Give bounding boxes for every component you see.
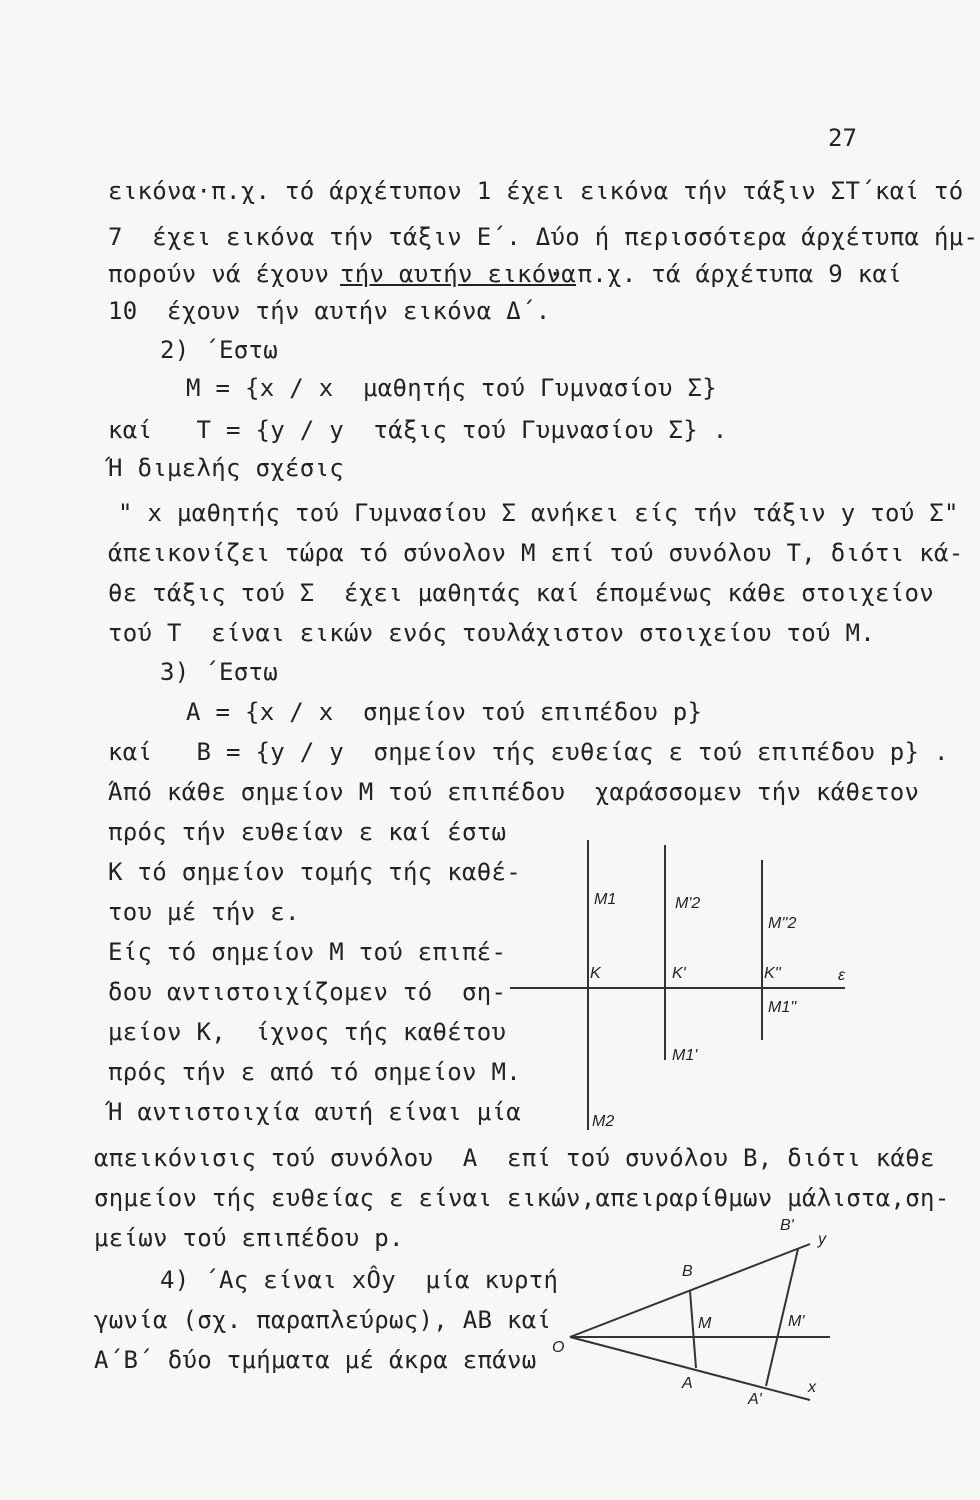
text-line: απεικόνισις τού συνόλου Α επί τού συνόλου Β, διότι κάθε bbox=[94, 1144, 935, 1172]
label-A-prime: A' bbox=[748, 1391, 762, 1408]
label-y: y bbox=[818, 1231, 826, 1248]
text-line: Άπό κάθε σημείον Μ τού επιπέδου χαράσσομεν τήν κάθετον bbox=[108, 778, 920, 806]
ray-Oy bbox=[570, 1244, 810, 1337]
set-definition: καί T = {y / y τάξις τού Γυμνασίου Σ} . bbox=[108, 416, 728, 444]
label-M1-double-prime: M1'' bbox=[768, 999, 797, 1016]
label-M2: M2 bbox=[592, 1113, 615, 1130]
label-M: M bbox=[698, 1315, 712, 1332]
text-line: Είς τό σημείον Μ τού επιπέ- bbox=[108, 938, 507, 966]
label-x: x bbox=[808, 1379, 816, 1396]
label-K-double-prime: K'' bbox=[764, 965, 781, 982]
text-line: γωνία (σχ. παραπλεύρως), ΑΒ καί bbox=[94, 1306, 552, 1334]
underlined-phrase: τήν αυτήν εικόνα bbox=[340, 260, 576, 288]
set-definition: Μ = {x / x μαθητής τού Γυμνασίου Σ} bbox=[186, 374, 717, 402]
label-M1-prime: M1' bbox=[672, 1047, 698, 1064]
text-line: Α΄Β΄ δύο τμήματα μέ άκρα επάνω bbox=[94, 1346, 537, 1374]
label-M-prime: M' bbox=[788, 1313, 805, 1330]
set-definition: Α = {x / x σημείον τού επιπέδου p} bbox=[186, 698, 703, 726]
text-line: " x μαθητής τού Γυμνασίου Σ ανήκει είς τήν τάξιν y τού Σ" bbox=[118, 499, 959, 527]
text-line: Κ τό σημείον τομής τής καθέ- bbox=[108, 858, 521, 886]
text-line: Ή αντιστοιχία αυτή είναι μία bbox=[108, 1098, 521, 1126]
text-line: μείων τού επιπέδου p. bbox=[94, 1224, 404, 1252]
text-line: πρός τήν ε από τό σημείον Μ. bbox=[108, 1058, 521, 1086]
label-M2-double-prime: M''2 bbox=[768, 915, 797, 932]
label-O: O bbox=[552, 1339, 565, 1356]
label-B-prime: B' bbox=[780, 1217, 794, 1234]
text-line: 7 έχει εικόνα τήν τάξιν Ε΄. Δύο ή περισσότερα άρχέτυπα ήμ- bbox=[108, 223, 979, 251]
section-heading: 4) ΄Ας είναι xÔy μία κυρτή bbox=[160, 1266, 559, 1294]
text-line: τού Τ είναι εικών ενός τουλάχιστον στοιχείου τού Μ. bbox=[108, 619, 875, 647]
text-line: του μέ τήν ε. bbox=[108, 898, 300, 926]
segment-AB bbox=[690, 1291, 696, 1368]
set-definition: καί Β = {y / y σημείον τής ευθείας ε τού επιπέδου p} . bbox=[108, 738, 949, 766]
page-number: 27 bbox=[828, 124, 857, 152]
text-line: άπεικονίζει τώρα τό σύνολον Μ επί τού συνόλου Τ, διότι κά- bbox=[108, 539, 964, 567]
text-line: εικόνα·π.χ. τό άρχέτυπον 1 έχει εικόνα τήν τάξιν ΣΤ΄καί τό bbox=[108, 177, 964, 205]
label-A: A bbox=[682, 1375, 693, 1392]
section-heading: 2) ΄Εστω bbox=[160, 336, 278, 364]
section-heading: 3) ΄Εστω bbox=[160, 658, 278, 686]
label-B: B bbox=[682, 1263, 693, 1280]
text-line: Ή διμελής σχέσις bbox=[108, 454, 344, 482]
label-K-prime: K' bbox=[672, 965, 686, 982]
text-line: πρός τήν ευθείαν ε καί έστω bbox=[108, 818, 507, 846]
label-M2-prime: M'2 bbox=[675, 895, 701, 912]
text-line: μείον Κ, ίχνος τής καθέτου bbox=[108, 1018, 507, 1046]
text-line: δου αντιστοιχίζομεν τό ση- bbox=[108, 978, 507, 1006]
label-M1: M1 bbox=[594, 891, 617, 908]
label-K: K bbox=[590, 965, 601, 982]
text-line: θε τάξις τού Σ έχει μαθητάς καί έπομένως κάθε στοιχείον bbox=[108, 579, 934, 607]
text-line: σημείον τής ευθείας ε είναι εικών,απειραρίθμων μάλιστα,ση- bbox=[94, 1184, 950, 1212]
projection-figure bbox=[500, 830, 860, 1140]
label-epsilon: ε bbox=[838, 967, 846, 984]
text-line: · π.χ. τά άρχέτυπα 9 καί bbox=[548, 260, 902, 288]
text-line: πορούν νά έχουν bbox=[108, 260, 330, 288]
text-line: 10 έχουν τήν αυτήν εικόνα Δ΄. bbox=[108, 297, 551, 325]
angle-figure bbox=[540, 1210, 840, 1410]
